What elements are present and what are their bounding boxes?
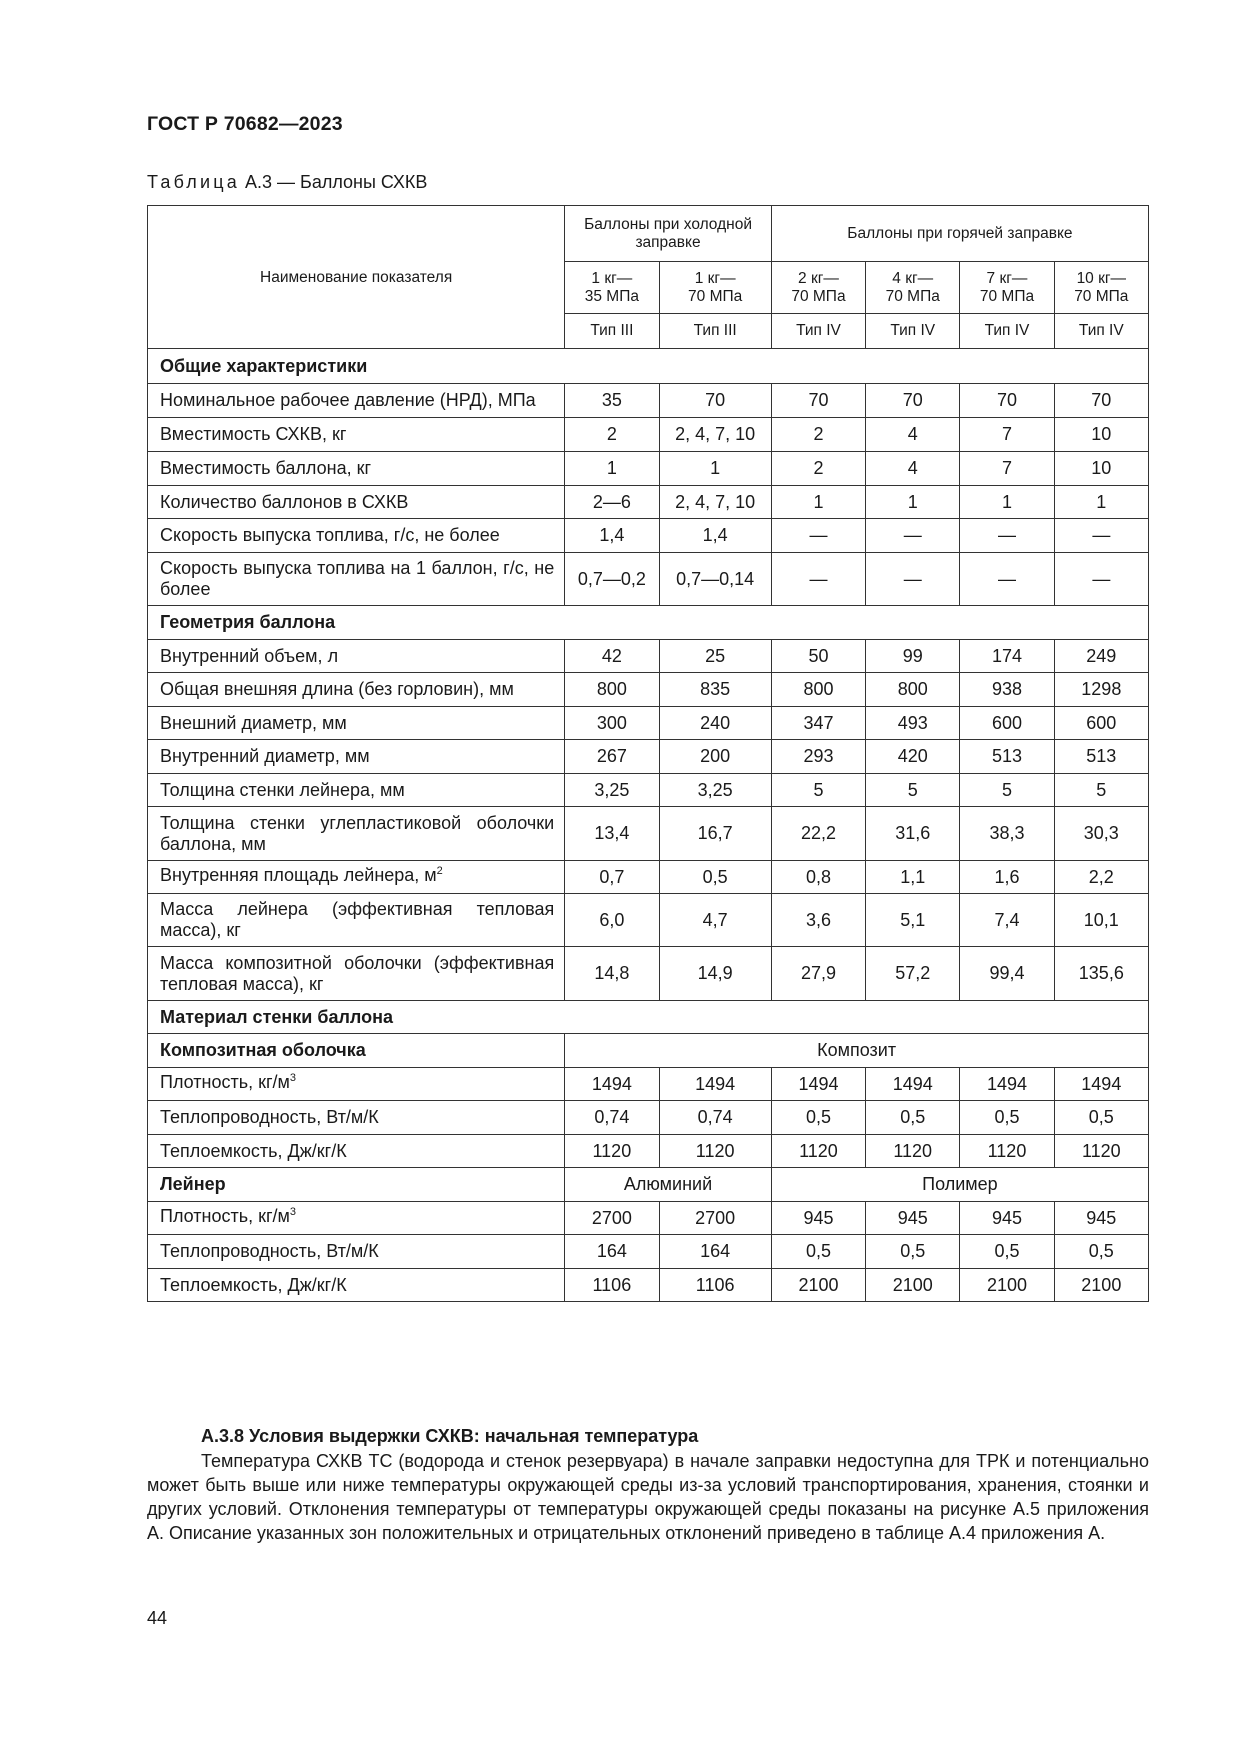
table-cell-value: 14,8 <box>565 947 659 1001</box>
indicator-name-text: Теплопроводность, Вт/м/К <box>160 1241 379 1261</box>
table-cell-value: 3,25 <box>565 774 659 807</box>
table-cell-value: 0,5 <box>960 1101 1054 1135</box>
table-cell-value: 2100 <box>960 1269 1054 1302</box>
column-capacity-header <box>866 262 960 314</box>
table-row <box>148 774 1149 807</box>
table-row <box>148 861 1149 894</box>
indicator-name <box>148 894 565 947</box>
unit-exponent: 3 <box>289 1206 297 1218</box>
table-cell-value: 31,6 <box>866 807 960 861</box>
column-capacity-header <box>565 262 659 314</box>
table-cell-value: 800 <box>771 673 865 707</box>
column-capacity-header <box>1054 262 1148 314</box>
table-cell-value: 600 <box>1054 707 1148 740</box>
indicator-name-text: Плотность, кг/м <box>160 1206 290 1226</box>
section-a38-heading: А.3.8 Условия выдержки СХКВ: начальная температура <box>201 1426 699 1446</box>
table-cell-value: 70 <box>866 384 960 418</box>
indicator-name <box>148 947 565 1001</box>
unit-exponent: 2 <box>436 865 443 877</box>
indicator-name <box>148 1235 565 1269</box>
indicator-name-text: Номинальное рабочее давление (НРД), МПа <box>160 390 536 410</box>
table-cell-value: 1494 <box>960 1068 1054 1101</box>
table-cell-value: 6,0 <box>565 894 659 947</box>
table-cell-value: 164 <box>659 1235 771 1269</box>
indicator-name <box>148 1101 565 1135</box>
capacity-mass: 4 кг— <box>892 269 934 287</box>
table-cell-value: 7 <box>960 452 1054 486</box>
hot-fill-group-header: Баллоны при горячей заправке <box>771 206 1148 262</box>
cylinder-table <box>147 205 1149 1302</box>
indicator-name <box>148 418 565 452</box>
table-cell-value: 0,5 <box>771 1235 865 1269</box>
table-row <box>148 553 1149 606</box>
table-cell-value: 347 <box>771 707 865 740</box>
table-cell-value: — <box>960 553 1054 606</box>
table-row <box>148 894 1149 947</box>
table-cell-value: — <box>866 553 960 606</box>
table-row <box>148 673 1149 707</box>
indicator-name <box>148 707 565 740</box>
table-cell-value: 5 <box>1054 774 1148 807</box>
table-cell-value: 3,25 <box>659 774 771 807</box>
table-cell-value: 1 <box>771 486 865 519</box>
table-cell-value: 4,7 <box>659 894 771 947</box>
table-cell-value: 1 <box>1054 486 1148 519</box>
indicator-name <box>148 1068 565 1101</box>
table-cell-value: 1120 <box>866 1135 960 1168</box>
section-title: Композитная оболочка <box>148 1034 565 1068</box>
indicator-name-text: Вместимость баллона, кг <box>160 458 372 478</box>
table-cell-value: 1494 <box>659 1068 771 1101</box>
table-row <box>148 707 1149 740</box>
indicator-name <box>148 807 565 861</box>
table-cell-value: 4 <box>866 452 960 486</box>
indicator-name <box>148 774 565 807</box>
table-cell-value: — <box>771 553 865 606</box>
indicator-name-text: Общая внешняя длина (без горловин), мм <box>160 679 514 699</box>
indicator-name <box>148 553 565 606</box>
table-cell-value: 945 <box>1054 1202 1148 1235</box>
table-row <box>148 418 1149 452</box>
table-cell-value: 5 <box>866 774 960 807</box>
table-cell-value: 293 <box>771 740 865 774</box>
table-cell-value: 38,3 <box>960 807 1054 861</box>
column-type-header: Тип IV <box>866 314 960 349</box>
section-title: Лейнер <box>148 1168 565 1202</box>
table-cell-value: 1,1 <box>866 861 960 894</box>
column-capacity-header <box>960 262 1054 314</box>
table-cell-value: 7,4 <box>960 894 1054 947</box>
table-cell-value: 2100 <box>1054 1269 1148 1302</box>
table-cell-value: 0,5 <box>960 1235 1054 1269</box>
table-cell-value: 200 <box>659 740 771 774</box>
table-caption <box>147 172 427 193</box>
liner-row <box>148 1168 1149 1202</box>
table-cell-value: 513 <box>1054 740 1148 774</box>
table-row <box>148 740 1149 774</box>
cold-fill-group-header: Баллоны при холодной заправке <box>565 206 772 262</box>
section-row <box>148 606 1149 640</box>
table-cell-value: 800 <box>866 673 960 707</box>
indicator-name <box>148 673 565 707</box>
table-cell-value: 420 <box>866 740 960 774</box>
column-type-header: Тип IV <box>960 314 1054 349</box>
table-cell-value: 1120 <box>565 1135 659 1168</box>
section-title: Геометрия баллона <box>148 606 1149 640</box>
indicator-name <box>148 861 565 894</box>
table-cell-value: 70 <box>1054 384 1148 418</box>
table-cell-value: 600 <box>960 707 1054 740</box>
indicator-name-text: Внешний диаметр, мм <box>160 712 347 733</box>
section-row <box>148 349 1149 384</box>
capacity-pressure: 70 МПа <box>885 287 940 305</box>
table-cell-value: 1106 <box>659 1269 771 1302</box>
table-cell-value: 3,6 <box>771 894 865 947</box>
table-cell-value: 0,5 <box>659 861 771 894</box>
indicator-name-text: Толщина стенки лейнера, мм <box>160 779 405 800</box>
table-cell-value: 10 <box>1054 418 1148 452</box>
table-row <box>148 452 1149 486</box>
table-cell-value: 0,74 <box>659 1101 771 1135</box>
indicator-name-text: Скорость выпуска топлива, г/с, не более <box>160 525 500 545</box>
table-cell-value: 1,4 <box>659 519 771 553</box>
column-type-header: Тип IV <box>771 314 865 349</box>
table-cell-value: — <box>1054 553 1148 606</box>
capacity-mass: 2 кг— <box>798 269 839 287</box>
table-cell-value: 10,1 <box>1054 894 1148 947</box>
table-cell-value: 5 <box>771 774 865 807</box>
column-capacity-header <box>659 262 771 314</box>
table-cell-value: 2, 4, 7, 10 <box>659 418 771 452</box>
indicator-name-text: Количество баллонов в СХКВ <box>160 491 409 512</box>
document-code: ГОСТ Р 70682—2023 <box>147 113 343 135</box>
table-cell-value: 0,8 <box>771 861 865 894</box>
table-cell-value: 42 <box>565 640 659 673</box>
indicator-name-text: Плотность, кг/м <box>160 1072 290 1092</box>
table-cell-value: 135,6 <box>1054 947 1148 1001</box>
indicator-name-text: Масса лейнера (эффективная тепловая масса), кг <box>160 899 555 940</box>
table-row <box>148 519 1149 553</box>
liner-cold-material: Алюминий <box>565 1168 772 1202</box>
indicator-name <box>148 1135 565 1168</box>
table-row <box>148 1202 1149 1235</box>
table-cell-value: 1494 <box>565 1068 659 1101</box>
table-row <box>148 1269 1149 1302</box>
section-a38-text: Температура СХКВ ТС (водорода и стенок резервуара) в начале заправки недоступна для ТРК и потенциально может быть выше или ниже температуры окружающей среды из-за условий транспортирования, хранения, стоянки и других условий. Отклонения температуры от температуры окружающей среды показаны на рисунке А.5 приложения А. Описание указанных зон положительных и отрицательных отклонений приведено в таблице А.4 приложения А. <box>147 1451 1149 1543</box>
table-cell-value: 70 <box>960 384 1054 418</box>
table-cell-value: 2, 4, 7, 10 <box>659 486 771 519</box>
table-row <box>148 640 1149 673</box>
table-row <box>148 1235 1149 1269</box>
table-cell-value: 0,74 <box>565 1101 659 1135</box>
table-row <box>148 1135 1149 1168</box>
table-cell-value: 10 <box>1054 452 1148 486</box>
indicator-name-text: Теплоемкость, Дж/кг/К <box>160 1274 347 1295</box>
table-cell-value: 0,5 <box>1054 1235 1148 1269</box>
table-cell-value: 70 <box>771 384 865 418</box>
section-row <box>148 1001 1149 1034</box>
table-cell-value: 1,6 <box>960 861 1054 894</box>
liner-hot-material: Полимер <box>771 1168 1148 1202</box>
table-cell-value: 1 <box>960 486 1054 519</box>
table-cell-value: 513 <box>960 740 1054 774</box>
table-cell-value: 2100 <box>866 1269 960 1302</box>
table-cell-value: 945 <box>960 1202 1054 1235</box>
column-capacity-header <box>771 262 865 314</box>
table-cell-value: 2,2 <box>1054 861 1148 894</box>
table-cell-value: 1 <box>659 452 771 486</box>
indicator-name-text: Внутренняя площадь лейнера, м <box>160 865 437 885</box>
indicator-name <box>148 640 565 673</box>
table-cell-value: 240 <box>659 707 771 740</box>
indicator-name <box>148 384 565 418</box>
table-cell-value: 22,2 <box>771 807 865 861</box>
table-cell-value: 1298 <box>1054 673 1148 707</box>
table-cell-value: 35 <box>565 384 659 418</box>
indicator-name-text: Внутренний объем, л <box>160 645 339 666</box>
section-title: Общие характеристики <box>148 349 1149 384</box>
table-cell-value: 0,5 <box>866 1235 960 1269</box>
table-cell-value: 0,5 <box>1054 1101 1148 1135</box>
table-cell-value: 0,7—0,14 <box>659 553 771 606</box>
table-caption-title: А.3 — Баллоны СХКВ <box>239 172 428 192</box>
table-cell-value: 300 <box>565 707 659 740</box>
indicator-name-text: Теплоемкость, Дж/кг/К <box>160 1140 347 1161</box>
table-cell-value: 2 <box>771 452 865 486</box>
table-cell-value: 249 <box>1054 640 1148 673</box>
capacity-pressure: 70 МПа <box>979 287 1035 305</box>
table-row <box>148 384 1149 418</box>
table-cell-value: 2 <box>565 418 659 452</box>
column-type-header: Тип III <box>565 314 659 349</box>
column-type-header: Тип IV <box>1054 314 1148 349</box>
table-cell-value: 1120 <box>1054 1135 1148 1168</box>
table-cell-value: — <box>1054 519 1148 553</box>
table-caption-prefix: Таблица <box>147 172 240 192</box>
table-cell-value: 267 <box>565 740 659 774</box>
indicator-name <box>148 1269 565 1302</box>
table-cell-value: 800 <box>565 673 659 707</box>
table-cell-value: 16,7 <box>659 807 771 861</box>
table-cell-value: 493 <box>866 707 960 740</box>
table-row <box>148 1068 1149 1101</box>
table-cell-value: 7 <box>960 418 1054 452</box>
capacity-pressure: 70 МПа <box>1074 287 1129 305</box>
unit-exponent: 3 <box>289 1072 297 1084</box>
table-cell-value: 13,4 <box>565 807 659 861</box>
table-cell-value: 945 <box>771 1202 865 1235</box>
table-cell-value: 27,9 <box>771 947 865 1001</box>
table-row <box>148 486 1149 519</box>
table-cell-value: 99,4 <box>960 947 1054 1001</box>
table-cell-value: — <box>960 519 1054 553</box>
table-cell-value: 1 <box>565 452 659 486</box>
column-type-header: Тип III <box>659 314 771 349</box>
indicator-name-text: Внутренний диаметр, мм <box>160 746 370 766</box>
table-cell-value: 938 <box>960 673 1054 707</box>
page-number: 44 <box>147 1608 168 1628</box>
table-cell-value: 2—6 <box>565 486 659 519</box>
table-cell-value: 50 <box>771 640 865 673</box>
indicator-name-text: Масса композитной оболочки (эффективная тепловая масса), кг <box>160 952 555 994</box>
composite-shell-row <box>148 1034 1149 1068</box>
table-cell-value: 25 <box>659 640 771 673</box>
table-cell-value: 30,3 <box>1054 807 1148 861</box>
table-row <box>148 1101 1149 1135</box>
table-cell-value: 835 <box>659 673 771 707</box>
table-cell-value: 1,4 <box>565 519 659 553</box>
capacity-pressure: 70 МПа <box>791 287 846 305</box>
capacity-mass: 10 кг— <box>1076 269 1127 287</box>
table-cell-value: 164 <box>565 1235 659 1269</box>
indicator-name <box>148 740 565 774</box>
table-cell-value: 1120 <box>771 1135 865 1168</box>
table-cell-value: 57,2 <box>866 947 960 1001</box>
indicator-name <box>148 519 565 553</box>
table-cell-value: 1106 <box>565 1269 659 1302</box>
table-cell-value: 945 <box>866 1202 960 1235</box>
indicator-name-text: Скорость выпуска топлива на 1 баллон, г/с, не более <box>160 558 555 599</box>
table-cell-value: 174 <box>960 640 1054 673</box>
indicator-name-text: Толщина стенки углепластиковой оболочки баллона, мм <box>160 812 555 854</box>
table-row <box>148 807 1149 861</box>
indicator-name <box>148 1202 565 1235</box>
table-cell-value: 5 <box>960 774 1054 807</box>
table-cell-value: 5,1 <box>866 894 960 947</box>
capacity-mass: 1 кг— <box>694 269 736 287</box>
table-cell-value: 1120 <box>659 1135 771 1168</box>
table-cell-value: — <box>771 519 865 553</box>
indicator-name-text: Теплопроводность, Вт/м/К <box>160 1107 379 1127</box>
table-cell-value: 14,9 <box>659 947 771 1001</box>
table-cell-value: 2100 <box>771 1269 865 1302</box>
table-cell-value: 1494 <box>1054 1068 1148 1101</box>
table-cell-value: 0,5 <box>866 1101 960 1135</box>
table-cell-value: 2 <box>771 418 865 452</box>
section-title: Материал стенки баллона <box>148 1001 1149 1034</box>
indicator-name <box>148 452 565 486</box>
table-cell-value: 99 <box>866 640 960 673</box>
table-cell-value: 0,7 <box>565 861 659 894</box>
table-cell-value: — <box>866 519 960 553</box>
table-row <box>148 947 1149 1001</box>
composite-material-value: Композит <box>565 1034 1149 1068</box>
capacity-pressure: 70 МПа <box>688 287 743 305</box>
table-cell-value: 0,5 <box>771 1101 865 1135</box>
table-cell-value: 70 <box>659 384 771 418</box>
table-cell-value: 1494 <box>771 1068 865 1101</box>
capacity-mass: 7 кг— <box>986 269 1028 287</box>
indicator-name <box>148 486 565 519</box>
table-cell-value: 1120 <box>960 1135 1054 1168</box>
table-cell-value: 1494 <box>866 1068 960 1101</box>
indicator-name-text: Вместимость СХКВ, кг <box>160 424 347 444</box>
table-cell-value: 0,7—0,2 <box>565 553 659 606</box>
capacity-mass: 1 кг— <box>591 269 633 287</box>
indicator-header: Наименование показателя <box>148 206 565 349</box>
table-cell-value: 2700 <box>659 1202 771 1235</box>
table-cell-value: 1 <box>866 486 960 519</box>
table-cell-value: 2700 <box>565 1202 659 1235</box>
capacity-pressure: 35 МПа <box>584 287 639 305</box>
table-cell-value: 4 <box>866 418 960 452</box>
